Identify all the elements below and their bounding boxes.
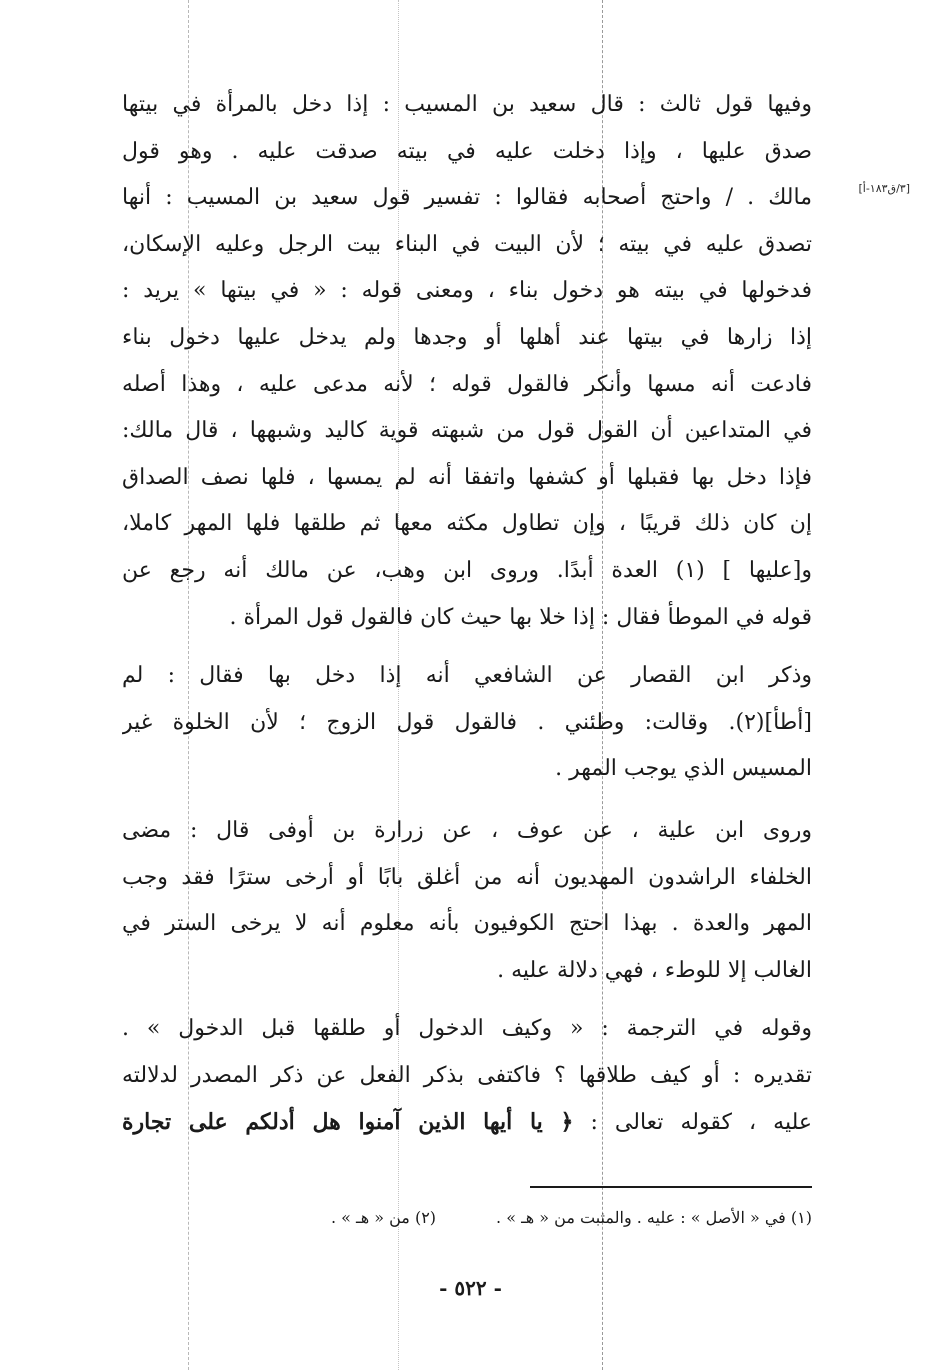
quran-quote: ﴿ يا أيها الذين آمنوا هل أدلكم على تجارة [122,1109,574,1136]
text-line: تصدق عليه في بيته ؛ لأن البيت في البناء بيت الرجل وعليه الإسكان، [122,231,812,257]
text-line: الخلفاء الراشدون المهديون أنه من أغلق بابًا أو أرخى سترًا فقد وجب [122,864,812,890]
text-line: إن كان ذلك قريبًا ، وإن تطاول مكثه معها ثم طلقها فلها المهر كاملا، [122,511,812,537]
text-line: قوله في الموطأ فقال : إذا خلا بها حيث كان فالقول قول المرأة . [229,604,812,630]
footnotes [170,1206,812,1230]
text-line: وذكر ابن القصار عن الشافعي أنه إذا دخل بها فقال : لم [122,663,812,689]
paragraph-1 [122,82,812,641]
main-text [122,82,812,1147]
text-line: المسيس الذي يوجب المهر . [555,756,812,782]
manuscript-folio-reference: [٣/ق١٨٣-أ] [858,182,910,195]
paragraph-4 [122,1006,812,1147]
text-line: وقوله في الترجمة : « وكيف الدخول أو طلقها قبل الدخول » . [122,1016,812,1042]
text-line: [أطأ](٢). وقالت: وطئني . فالقول قول الزوج ؛ لأن الخلوة غير [122,709,812,735]
paragraph-3 [122,808,812,994]
footnote-divider [530,1186,812,1188]
text-line: فادعت أنه مسها وأنكر فالقول قوله ؛ لأنه مدعى عليه ، وهذا أصله [122,371,812,397]
paragraph-2 [122,653,812,793]
text-line-prefix: عليه ، كقوله تعالى : [573,1110,812,1136]
text-line: وفيها قول ثالث : قال سعيد بن المسيب : إذا دخل بالمرأة في بيتها [122,92,812,117]
text-line: صدق عليها ، وإذا دخلت عليه في بيته صدقت عليه . وهو قول [122,138,812,164]
text-line: فدخولها في بيته هو دخول بناء ، ومعنى قوله : « في بيتها » يريد : [122,278,812,304]
text-line: وروى ابن علية ، عن عوف ، عن زرارة بن أوفى قال : مضى [122,817,812,843]
footnote-2: (٢) من « هـ » . [330,1208,437,1227]
text-line: مالك . / واحتج أصحابه فقالوا : تفسير قول سعيد بن المسيب : أنها [122,185,812,211]
text-line: و[عليها ] (١) العدة أبدًا. وروى ابن وهب، عن مالك أنه رجع عن [122,557,812,583]
text-line [122,1099,812,1147]
text-line: المهر والعدة . بهذا احتج الكوفيون بأنه معلوم أنه لا يرخى الستر في [122,911,812,937]
text-line: إذا زارها في بيتها عند أهلها أو وجدها ولم يدخل عليها دخول بناء [122,324,812,350]
text-line: الغالب إلا للوطء ، فهي دلالة عليه . [497,957,812,983]
text-line: تقديره : أو كيف طلاقها ؟ فاكتفى بذكر الفعل عن ذكر المصدر لدلالته [122,1062,812,1088]
footnote-1: (١) في « الأصل » : عليه . والمثبت من « هـ » . [496,1208,812,1227]
page-number: - ٥٢٢ - [439,1276,502,1300]
text-line: فإذا دخل بها فقبلها أو كشفها واتفقا أنه لم يمسها ، فلها نصف الصداق [122,464,812,490]
text-line: في المتداعين أن القول قول من شبهته قوية كاليد وشبهها ، قال مالك: [122,418,812,444]
